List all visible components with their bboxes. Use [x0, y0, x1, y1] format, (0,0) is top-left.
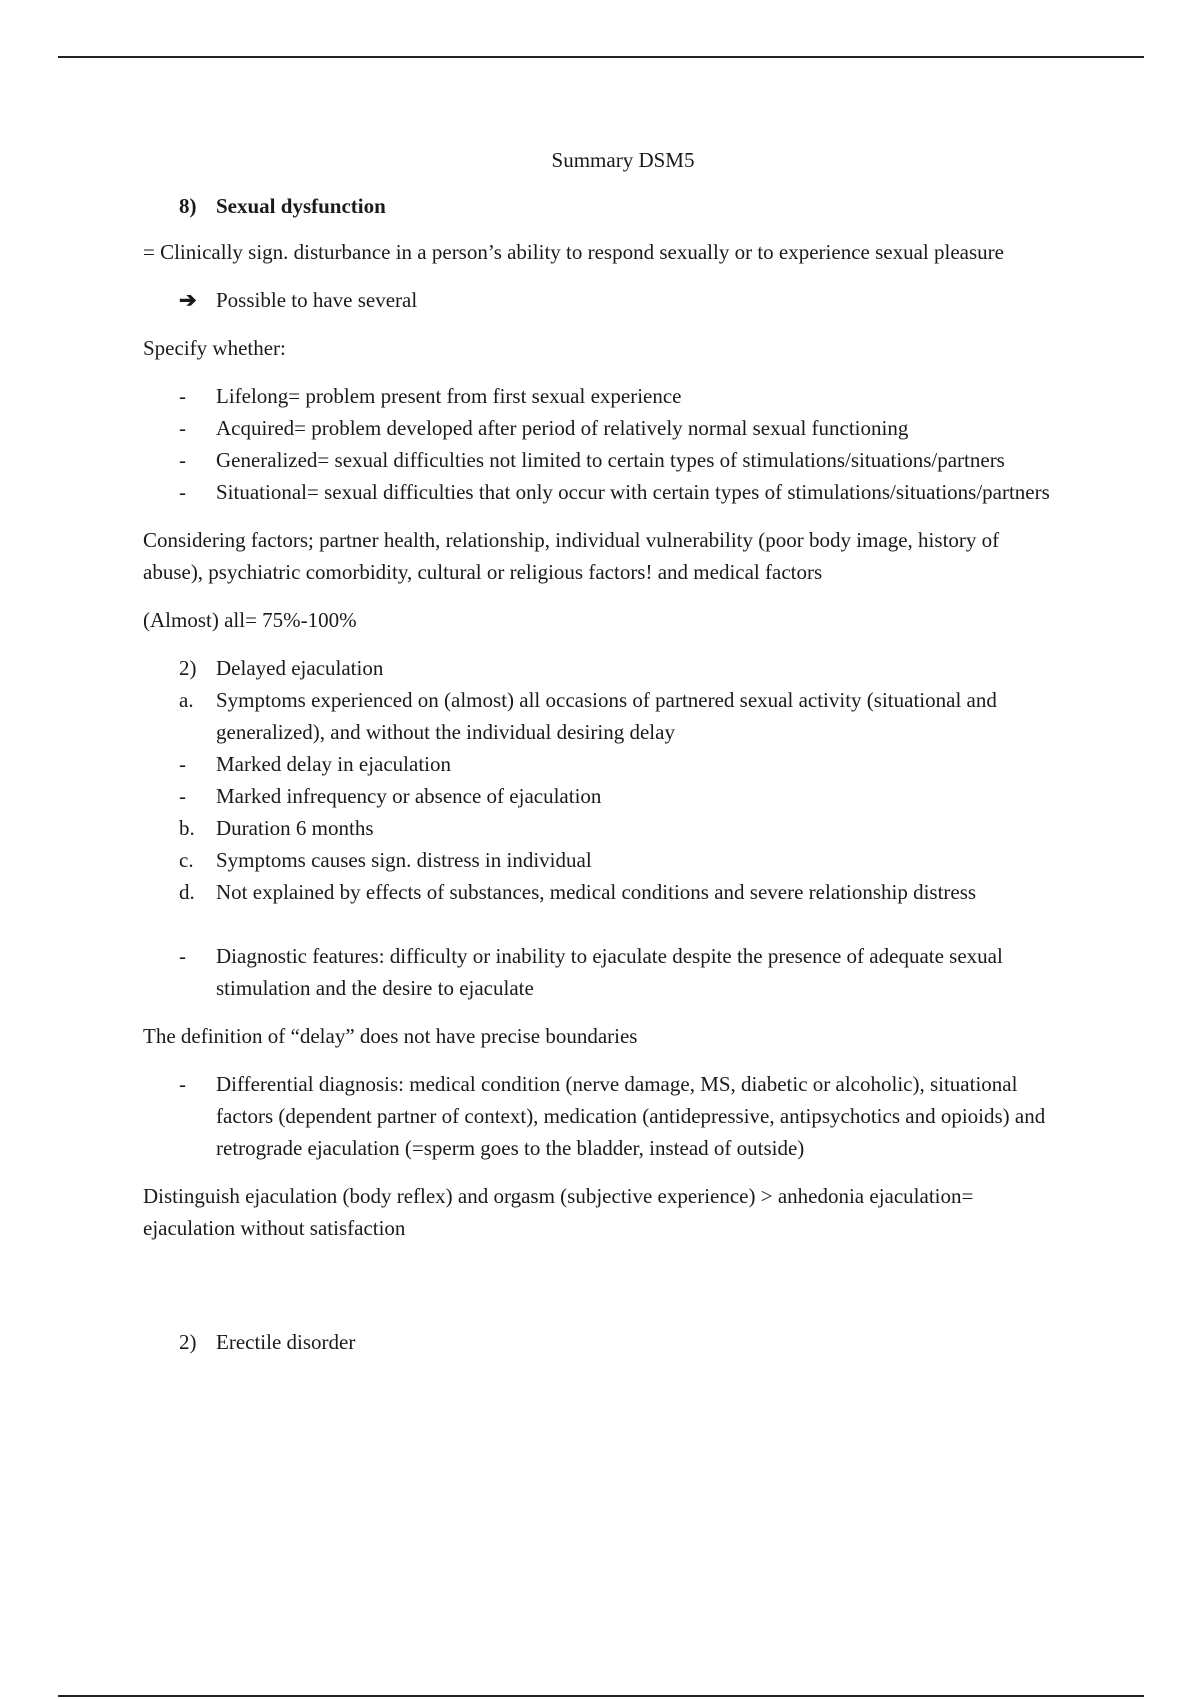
criterion-text: Marked infrequency or absence of ejaculation: [216, 784, 602, 808]
erectile-number: 2): [179, 1330, 197, 1354]
list-item-text: Situational= sexual difficulties that only occur with certain types of stimulations/situations/partners: [216, 480, 1050, 504]
distinguish-paragraph: Distinguish ejaculation (body reflex) and orgasm (subjective experience) > anhedonia ejaculation= ejaculation without satisfaction: [143, 1184, 974, 1240]
definition-paragraph: = Clinically sign. disturbance in a person’s ability to respond sexually or to experience sexual pleasure: [143, 240, 1004, 264]
list-item-text: Lifelong= problem present from first sexual experience: [216, 384, 682, 408]
criterion-marker: -: [179, 752, 186, 776]
arrow-note: [143, 284, 1063, 316]
criterion-marker: c.: [179, 848, 194, 872]
criterion-text: Symptoms experienced on (almost) all occasions of partnered sexual activity (situational and generalized), and without the individual desiring delay: [216, 688, 997, 744]
delayed-title: Delayed ejaculation: [216, 656, 384, 680]
criterion-text: Marked delay in ejaculation: [216, 752, 451, 776]
blank-line: [143, 908, 1063, 940]
list-item-text: Generalized= sexual difficulties not limited to certain types of stimulations/situations/partners: [216, 448, 1005, 472]
erectile-title: Erectile disorder: [216, 1330, 356, 1354]
delayed-heading: [143, 652, 1063, 684]
criterion-text: Duration 6 months: [216, 816, 374, 840]
criterion-marker: a.: [179, 688, 194, 712]
list-item: [143, 412, 1063, 444]
considering-paragraph: Considering factors; partner health, relationship, individual vulnerability (poor body image, history of abuse), psychiatric comorbidity, cultural or religious factors! and medical factors: [143, 528, 1000, 584]
list-item-text: Acquired= problem developed after period of relatively normal sexual functioning: [216, 416, 909, 440]
dash-bullet: -: [179, 1072, 186, 1096]
section-heading-text: Sexual dysfunction: [216, 194, 386, 218]
criterion-item: [143, 748, 1063, 780]
erectile-heading: [143, 1326, 1063, 1358]
page-title: Summary DSM5: [551, 148, 695, 172]
dash-bullet: -: [179, 480, 186, 504]
criterion-marker: -: [179, 784, 186, 808]
list-item: [143, 380, 1063, 412]
criterion-marker: d.: [179, 880, 195, 904]
criterion-item: [143, 812, 1063, 844]
section-heading: [143, 190, 1063, 222]
arrow-note-text: Possible to have several: [216, 288, 418, 312]
dash-bullet: -: [179, 416, 186, 440]
section-number: 8): [179, 194, 197, 218]
specify-label: Specify whether:: [143, 336, 286, 360]
footer-rule: [58, 1695, 1144, 1697]
delayed-number: 2): [179, 656, 197, 680]
criterion-item: [143, 780, 1063, 812]
document-page: [143, 144, 1063, 1358]
specifier-list: [143, 380, 1063, 508]
dash-bullet: -: [179, 448, 186, 472]
list-item: [143, 476, 1063, 508]
criterion-item: [143, 844, 1063, 876]
differential-diagnosis-text: Differential diagnosis: medical condition (nerve damage, MS, diabetic or alcoholic), situational factors (dependent partner of context), medication (antidepressive, antipsychotics and opioids) and retrograde ejaculation (=sperm goes to the bladder, instead of outside): [216, 1072, 1046, 1160]
criterion-text: Not explained by effects of substances, medical conditions and severe relationship distress: [216, 880, 977, 904]
criterion-marker: b.: [179, 816, 195, 840]
dash-bullet: -: [179, 384, 186, 408]
differential-diagnosis: [143, 1068, 1063, 1164]
criterion-item: [143, 684, 1063, 748]
delay-definition-paragraph: The definition of “delay” does not have precise boundaries: [143, 1024, 638, 1048]
dash-bullet: -: [179, 944, 186, 968]
list-item: [143, 444, 1063, 476]
criterion-item: [143, 876, 1063, 908]
arrow-icon: ➔: [179, 288, 197, 312]
diagnostic-features: [143, 940, 1063, 1004]
almost-all-paragraph: (Almost) all= 75%-100%: [143, 608, 357, 632]
criterion-text: Symptoms causes sign. distress in individual: [216, 848, 592, 872]
diagnostic-features-text: Diagnostic features: difficulty or inability to ejaculate despite the presence of adequate sexual stimulation and the desire to ejaculate: [216, 944, 1003, 1000]
header-rule: [58, 56, 1144, 58]
blank-lines: [143, 1260, 1063, 1326]
